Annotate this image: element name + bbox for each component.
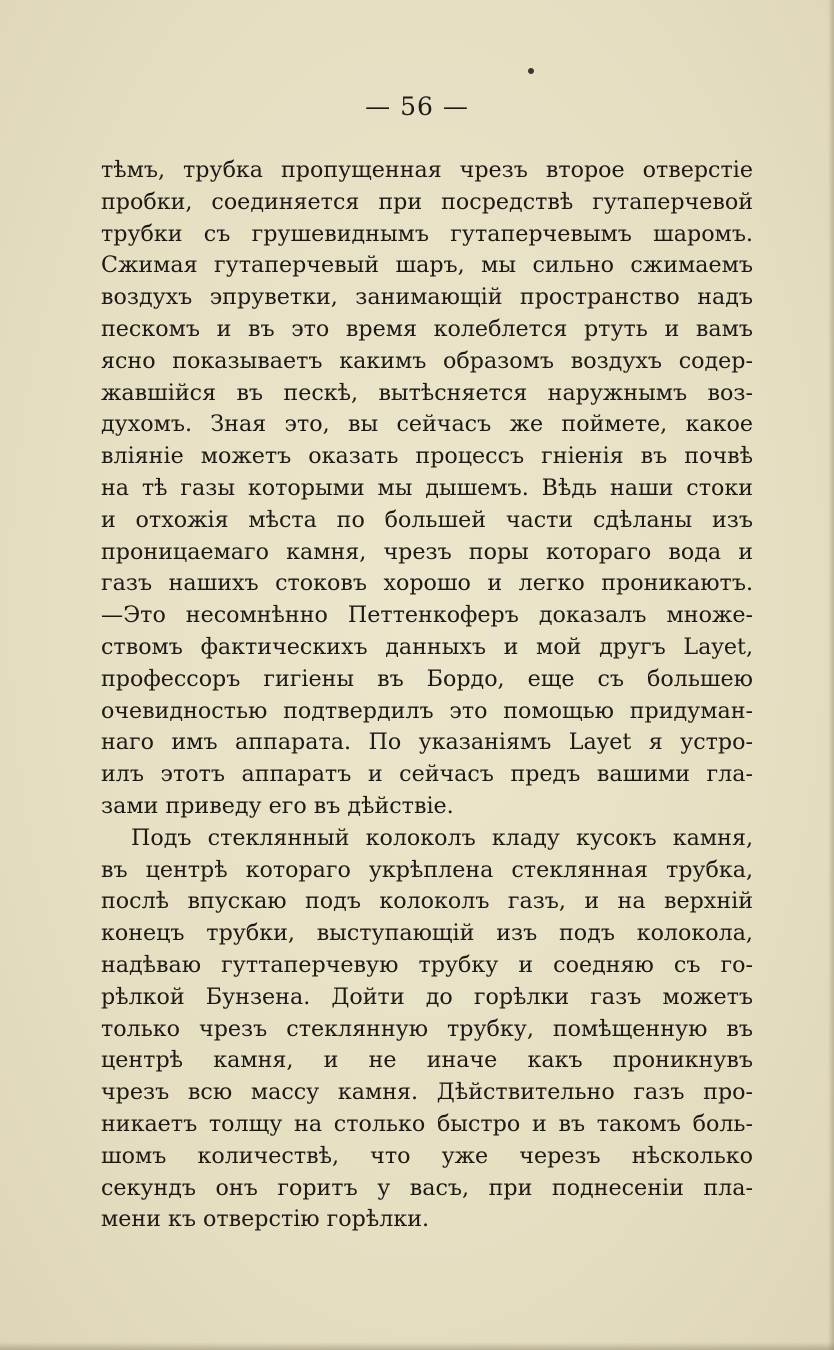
text-line: и отхожія мѣста по большей части сдѣланы изъ: [101, 506, 753, 533]
text-line: наго имъ аппарата. По указаніямъ Layet я устро-: [101, 729, 753, 756]
text-line: —Это несомнѣнно Петтенкоферъ доказалъ множе-: [101, 602, 753, 629]
text-line: въ центрѣ котораго укрѣплена стеклянная трубка,: [101, 856, 753, 883]
text-line: чрезъ всю массу камня. Дѣйствительно газъ про-: [101, 1079, 753, 1106]
text-line: зами приведу его въ дѣйствіе.: [101, 792, 454, 819]
text-line: профессоръ гигіены въ Бордо, еще съ большею: [101, 665, 753, 692]
text-line: секундъ онъ горитъ у васъ, при поднесеніи пла-: [101, 1174, 753, 1201]
text-line: жавшійся въ пескѣ, вытѣсняется наружнымъ воз-: [101, 379, 753, 406]
page-bottom-shadow: [0, 1342, 834, 1350]
body-text: [101, 155, 753, 1236]
paragraph-2: [101, 823, 753, 1236]
text-line: проницаемаго камня, чрезъ поры котораго вода и: [101, 538, 753, 565]
text-line: илъ этотъ аппаратъ и сейчасъ предъ вашими гла-: [101, 761, 753, 788]
ink-speck: [528, 68, 534, 74]
text-line: духомъ. Зная это, вы сейчасъ же поймете, какое: [101, 411, 753, 438]
text-line: Сжимая гутаперчевый шаръ, мы сильно сжимаемъ: [101, 252, 753, 279]
text-line: на тѣ газы которыми мы дышемъ. Вѣдь наши стоки: [101, 474, 753, 501]
text-line: тѣмъ, трубка пропущенная чрезъ второе отверстіе: [101, 157, 753, 183]
text-line: трубки съ грушевиднымъ гутаперчевымъ шаромъ.: [101, 220, 753, 247]
text-line: Подъ стеклянный колоколъ кладу кусокъ камня,: [131, 824, 753, 851]
page-edge-shadow: [828, 0, 834, 1350]
text-line: пескомъ и въ это время колеблется ртуть и вамъ: [101, 315, 753, 342]
paragraph-1: [101, 155, 753, 823]
page-number: — 56 —: [365, 92, 469, 121]
text-line: шомъ количествѣ, что уже черезъ нѣсколько: [101, 1142, 753, 1169]
text-line: только чрезъ стеклянную трубку, помѣщенную въ: [101, 1015, 753, 1042]
text-line: конецъ трубки, выступающій изъ подъ колокола,: [101, 920, 753, 947]
text-line: мени къ отверстію горѣлки.: [101, 1206, 430, 1233]
text-line: вліяніе можетъ оказать процессъ гніенія въ почвѣ: [101, 443, 753, 470]
text-line: ствомъ фактическихъ данныхъ и мой другъ Layet,: [101, 633, 753, 660]
text-line: центрѣ камня, и не иначе какъ проникнувъ: [101, 1047, 753, 1074]
text-line: рѣлкой Бунзена. Дойти до горѣлки газъ можетъ: [101, 983, 753, 1010]
text-line: воздухъ эпруветки, занимающій пространство надъ: [101, 284, 753, 311]
text-line: послѣ впускаю подъ колоколъ газъ, и на верхній: [101, 888, 753, 915]
text-line: газъ нашихъ стоковъ хорошо и легко проникаютъ.: [101, 570, 753, 597]
text-line: пробки, соединяется при посредствѣ гутаперчевой: [101, 188, 753, 215]
text-line: очевидностью подтвердилъ это помощью придуман-: [101, 697, 753, 724]
text-line: надѣваю гуттаперчевую трубку и соедняю съ го-: [101, 951, 753, 978]
text-line: ясно показываетъ какимъ образомъ воздухъ содер-: [101, 347, 753, 374]
text-line: никаетъ толщу на столько быстро и въ такомъ боль-: [101, 1110, 753, 1137]
